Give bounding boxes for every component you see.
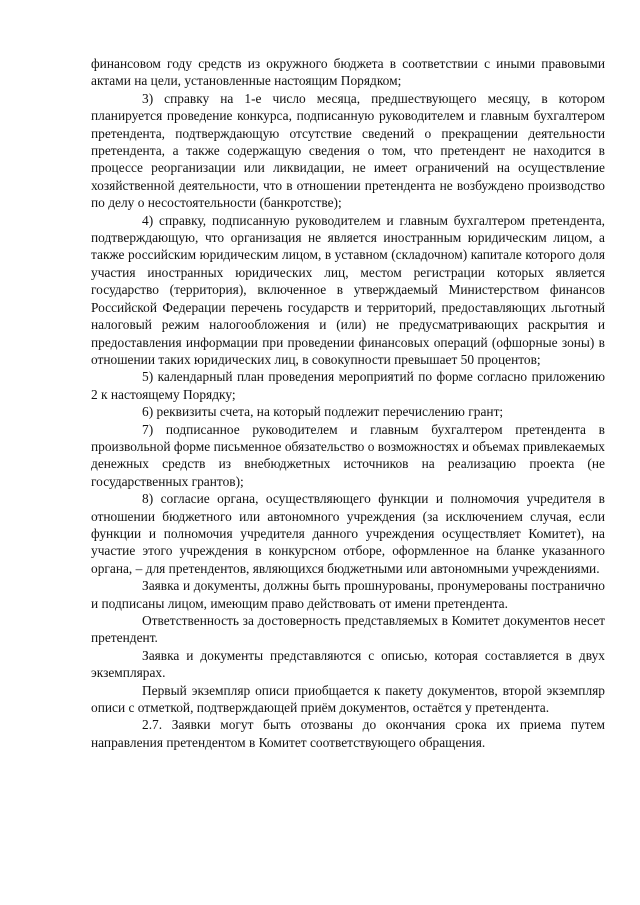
paragraph-inventory: Заявка и документы представляются с описью, которая составляется в двух экземплярах. [91, 647, 605, 681]
paragraph-item-8: 8) согласие органа, осуществляющего функции и полномочия учредителя в отношении бюджетного или автономного учреждения (за исключением случая, если функции и полномочия учредителя данного учреждения осуществляет Комитет), на участие этого учреждения в конкурсном отборе, оформленное на бланке указанного органа, – для претендентов, являющихся бюджетными или автономными учреждениями. [91, 491, 605, 576]
paragraph-item-5: 5) календарный план проведения мероприятий по форме согласно приложению 2 к настоящему Порядку; [91, 369, 605, 402]
paragraph-item-4: 4) справку, подписанную руководителем и главным бухгалтером претендента, подтверждающую, что организация не является иностранным юридическим лицом, а также российским юридическим лицом, в уставном (складочном) капитале которого доля участия иностранных юридических лиц, местом регистрации которых является государство (территория), включенное в утверждаемый Министерством финансов Российской Федерации перечень государств и территорий, предоставляющих льготный налоговый режим налогообложения и (или) не предусматривающих раскрытия и предоставления информации при проведении финансовых операций (офшорные зоны) в отношении таких юридических лиц, в совокупности превышает 50 процентов; [91, 212, 605, 367]
paragraph-item-6: 6) реквизиты счета, на который подлежит перечислению грант; [142, 404, 504, 420]
paragraph-item-3: 3) справку на 1-е число месяца, предшествующего месяцу, в котором планируется проведение конкурса, подписанную руководителем и главным бухгалтером претендента, подтверждающую отсутствие сведений о прекращении деятельности претендента, а также содержащую сведения о том, что претендент не находится в процессе реорганизации или ликвидации, не имеет ограничений на осуществление хозяйственной деятельности, что в отношении претендента не возбуждено производство по делу о несостоятельности (банкротстве); [91, 90, 605, 211]
paragraph-section-2-7: 2.7. Заявки могут быть отозваны до окончания срока их приема путем направления претендентом в Комитет соответствующего обращения. [91, 717, 605, 750]
paragraph-continuation: финансовом году средств из окружного бюджета в соответствии с иными правовыми актами на цели, установленные настоящим Порядком; [91, 56, 605, 89]
paragraph-binding-requirements: Заявка и документы, должны быть прошнурованы, пронумерованы постранично и подписаны лицом, имеющим право действовать от имени претендента. [91, 578, 605, 611]
paragraph-responsibility: Ответственность за достоверность представляемых в Комитет документов несет претендент. [91, 613, 605, 646]
paragraph-item-7: 7) подписанное руководителем и главным бухгалтером претендента в произвольной форме письменное обязательство о возможностях и объемах привлекаемых денежных средств из внебюджетных источников на реализацию проекта (не государственных грантов); [91, 421, 605, 489]
paragraph-inventory-copies: Первый экземпляр описи приобщается к пакету документов, второй экземпляр описи с отметкой, подтверждающей приём документов, остаётся у претендента. [91, 682, 605, 716]
